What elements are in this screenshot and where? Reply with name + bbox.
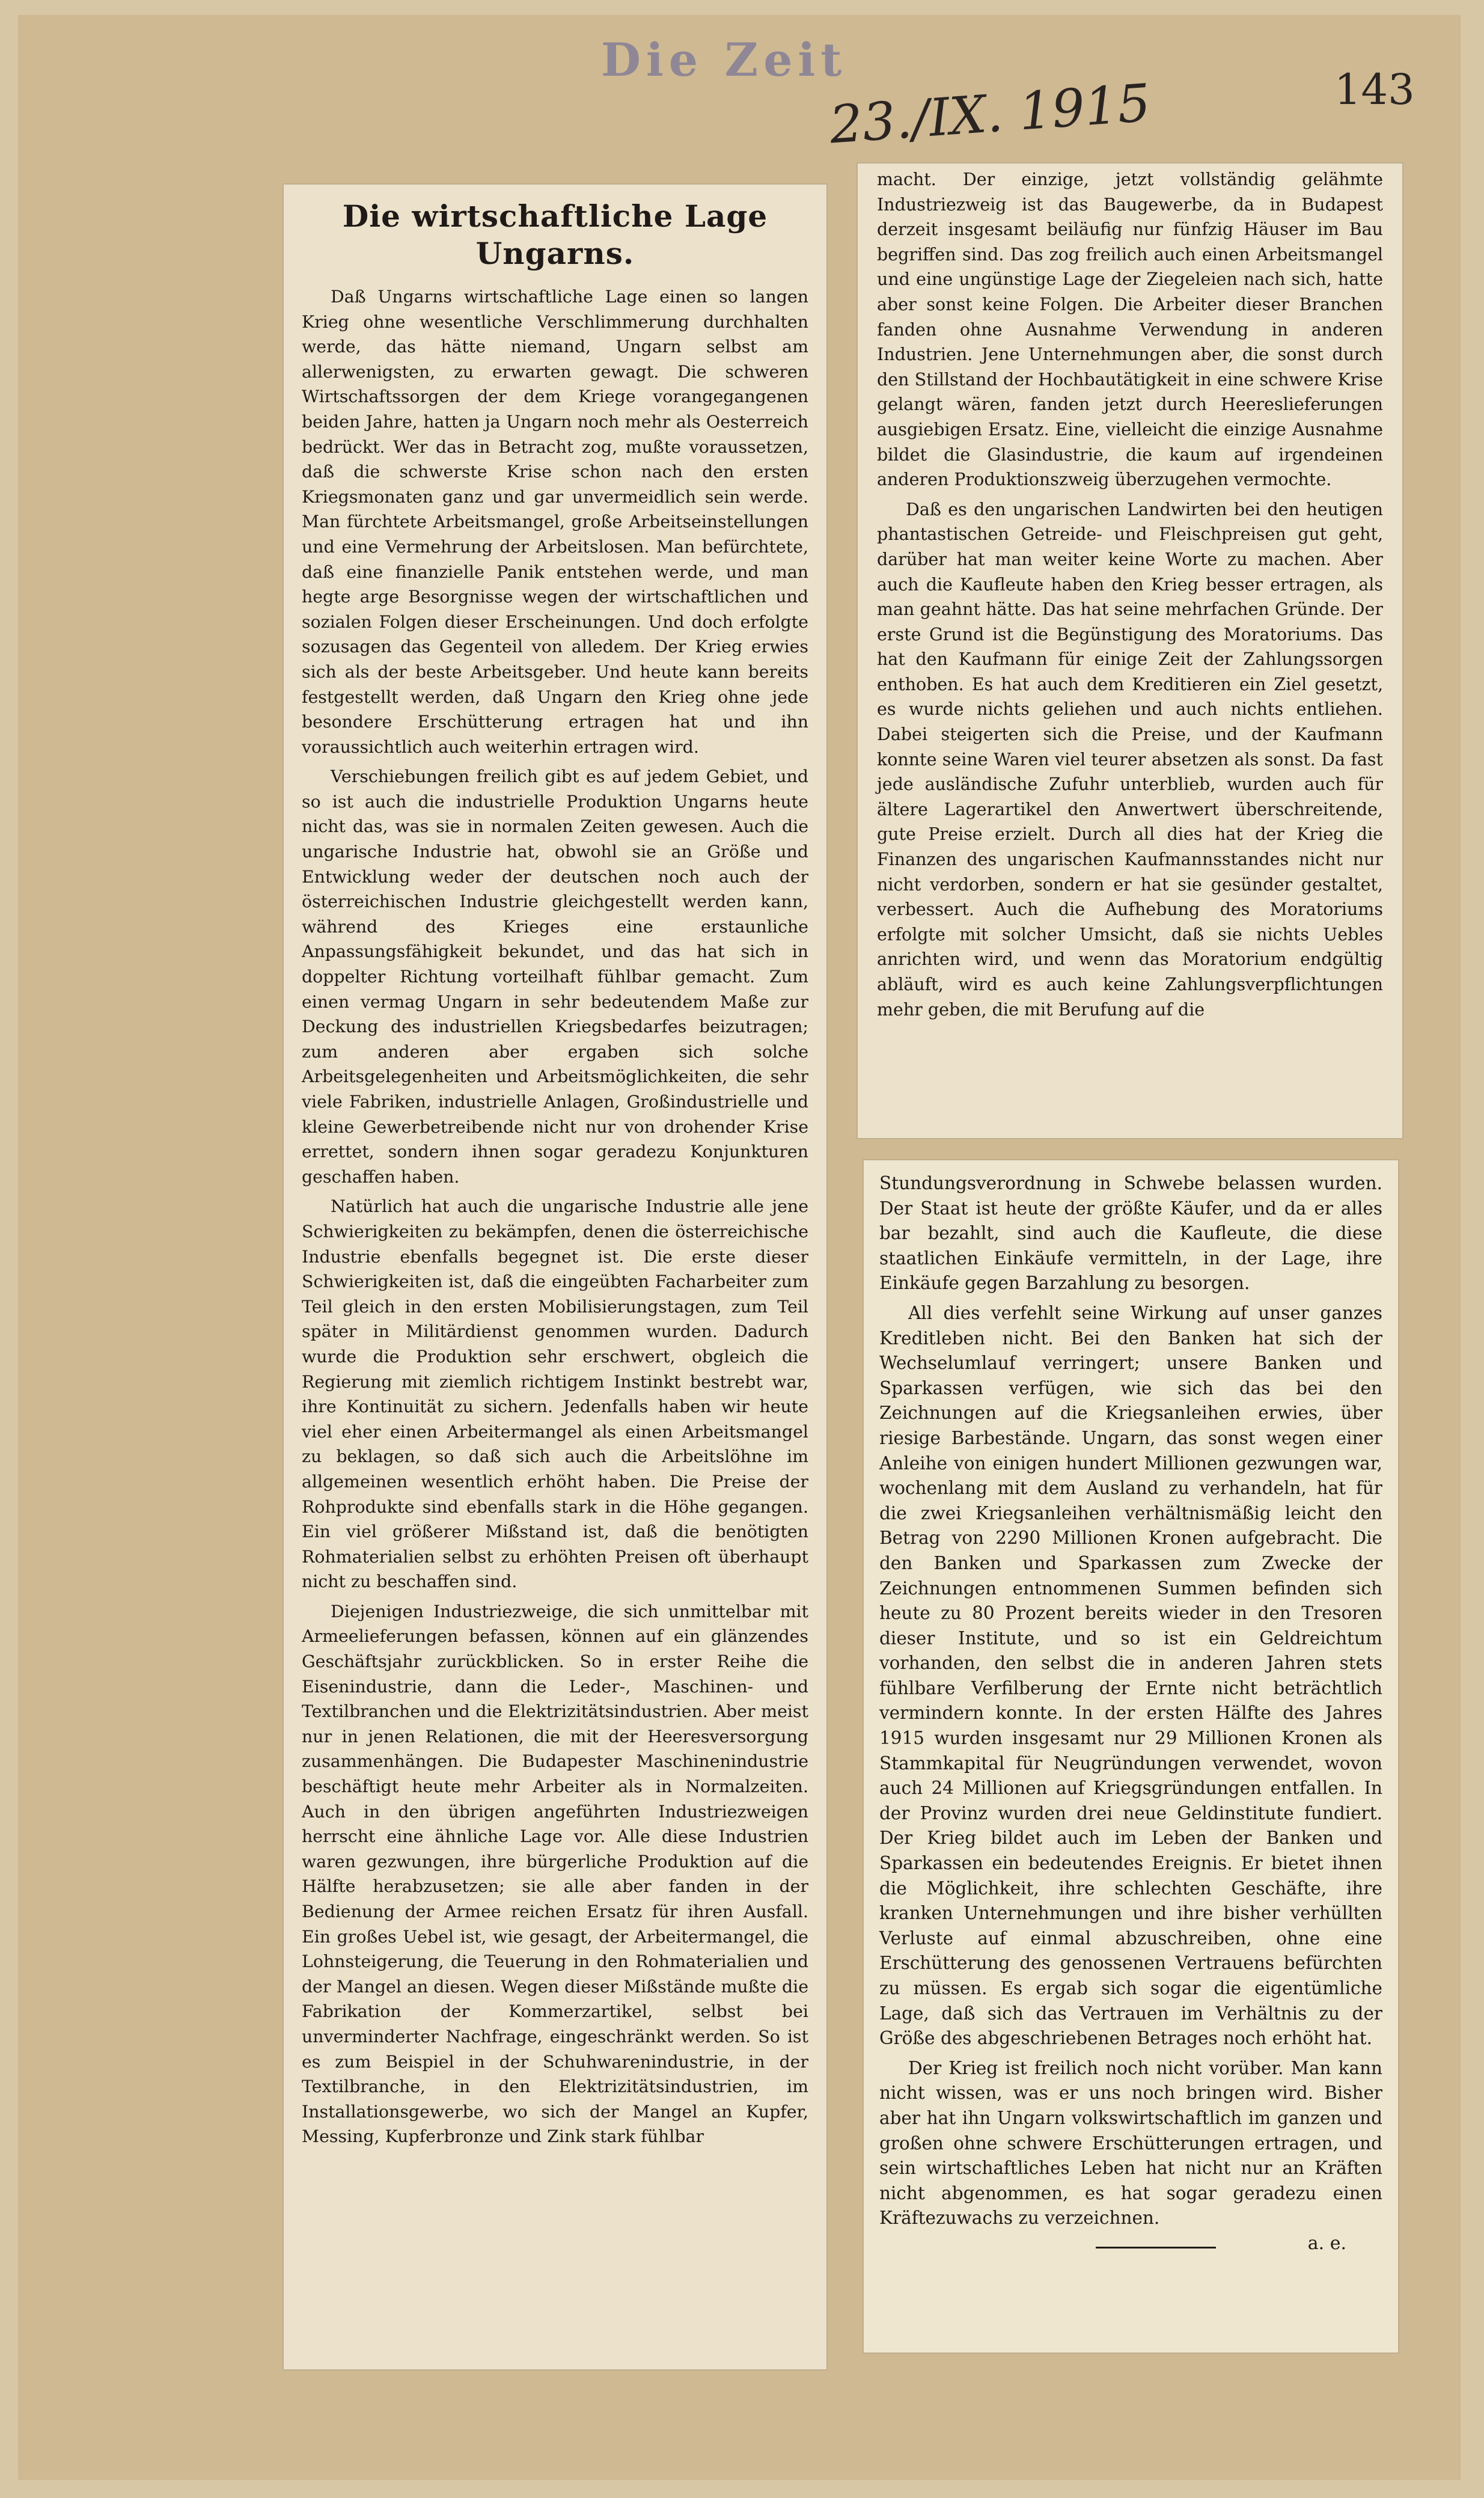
paragraph: All dies verfehlt seine Wirkung auf unser ganzes Kreditleben nicht. Bei den Banken hat sich der Wechselumlauf verringert; unsere Banken und Sparkassen verfügen, wie sich das bei den Zeichnungen auf die Kriegsanleihen erwies, über riesige Barbestände. Ungarn, das sonst wegen einer Anleihe von einigen hundert Millionen gezwungen war, wochenlang mit dem Ausland zu verhandeln, hat für die zwei Kriegsanleihen verhältnismäßig leicht den Betrag von 2290 Millionen Kronen aufgebracht. Die den Banken und Sparkassen zum Zwecke der Zeichnungen entnommenen Summen befinden sich heute zu 80 Prozent bereits wieder in den Tresoren dieser Institute, und so ist ein Geldreichtum vorhanden, den selbst die in anderen Jahren stets fühlbare Verfilberung der Ernte nicht beträchtlich vermindern konnte. In der ersten Hälfte des Jahres 1915 wurden insgesamt nur 29 Millionen Kronen als Stammkapital für Neugründungen verwendet, wovon auch 24 Millionen auf Kriegsgründungen entfallen. In der Provinz wurden drei neue Geldinstitute fundiert. Der Krieg bildet auch im Leben der Banken und Sparkassen ein bedeutendes Ereignis. Er bietet ihnen die Möglichkeit, ihre schlechten Geschäfte, ihre kranken Unternehmungen und ihre bisher verhüllten Verluste auf einmal abzuschreiben, ohne eine Erschütterung des genossenen Vertrauens befürchten zu müssen. Es ergab sich sogar die eigentümliche Lage, daß sich das Vertrauen im Verhältnis zu der Größe des abgeschriebenen Betrages noch erhöht hat. [879,1302,1382,2049]
paragraph: Diejenigen Industriezweige, die sich unmittelbar mit Armeelieferungen befassen, können auf ein glänzendes Geschäftsjahr zurückblicken. So in erster Reihe die Eisenindustrie, dann die Leder-, Maschinen- und Textilbranchen und die Elektrizitätsindustrien. Aber meist nur in jenen Relationen, die mit der Heeresversorgung zusammenhängen. Die Budapester Maschinenindustrie beschäftigt heute mehr Arbeiter als in Normalzeiten. Auch in den übrigen angeführten Industriezweigen herrscht eine ähnliche Lage vor. Alle diese Industrien waren gezwungen, ihre bürgerliche Produktion auf die Hälfte herabzusetzen; sie alle aber fanden in der Bedienung der Armee reichen Ersatz für ihren Ausfall. Ein großes Uebel ist, wie gesagt, der Arbeitermangel, die Lohnsteigerung, die Teuerung in den Rohmaterialien und der Mangel an diesen. Wegen dieser Mißstände mußte die Fabrikation der Kommerzartikel, selbst bei unverminderter Nachfrage, eingeschränkt werden. So ist es zum Beispiel in der Schuhwarenindustrie, in der Textilbranche, in den Elektrizitätsindustrien, im Installationsgewerbe, wo sich der Mangel an Kupfer, Messing, Kupferbronze und Zink stark fühlbar [302,1601,808,2147]
paragraph: Daß es den ungarischen Landwirten bei den heutigen phantastischen Getreide- und Fleischpreisen gut geht, darüber hat man weiter keine Worte zu machen. Aber auch die Kaufleute haben den Krieg besser ertragen, als man geahnt hätte. Das hat seine mehrfachen Gründe. Der erste Grund ist die Begünstigung des Moratoriums. Das hat den Kaufmann für einige Zeit der Zahlungssorgen enthoben. Es hat auch dem Kreditieren ein Ziel gesetzt, es wurde nichts geliehen und auch nichts entliehen. Dabei steigerten sich die Preise, und der Kaufmann konnte seine Waren viel teurer absetzen als sonst. Da fast jede ausländische Zufuhr unterblieb, wurden auch für ältere Lagerartikel den Anwertwert überschreitende, gute Preise erzielt. Durch all dies hat der Krieg die Finanzen des ungarischen Kaufmannsstandes nicht nur nicht verdorben, sondern er hat sie gesünder gestaltet, verbessert. Auch die Aufhebung des Moratoriums erfolgte mit solcher Umsicht, daß sie nichts Uebles anrichten wird, und wenn das Moratorium endgültig abläuft, wird es auch keine Zahlungsverpflichtungen mehr geben, die mit Berufung auf die [877,499,1383,1020]
paragraph: Natürlich hat auch die ungarische Industrie alle jene Schwierigkeiten zu bekämpfen, denen die österreichische Industrie ebenfalls begegnet ist. Die erste dieser Schwierigkeiten ist, daß die eingeübten Facharbeiter zum Teil gleich in den ersten Mobilisierungstagen, zum Teil später in Militärdienst genommen wurden. Dadurch wurde die Produktion sehr erschwert, obgleich die Regierung mit ziemlich richtigem Instinkt bestrebt war, ihre Kontinuität zu sichern. Jedenfalls haben wir heute viel eher einen Arbeitermangel als einen Arbeitsmangel zu beklagen, so daß sich auch die Arbeitslöhne im allgemeinen wesentlich erhöht haben. Die Preise der Rohprodukte sind ebenfalls stark in die Höhe gegangen. Ein viel größerer Mißstand ist, daß die benötigten Rohmaterialien selbst zu erhöhten Preisen oft überhaupt nicht zu beschaffen sind. [302,1196,808,1592]
paragraph: Verschiebungen freilich gibt es auf jedem Gebiet, und so ist auch die industrielle Produktion Ungarns heute nicht das, was sie in normalen Zeiten gewesen. Auch die ungarische Industrie hat, obwohl sie an Größe und Entwicklung weder der deutschen noch auch der österreichischen Industrie gleichgestellt werden kann, während des Krieges eine erstaunliche Anpassungsfähigkeit bekundet, und das hat sich in doppelter Richtung vorteilhaft fühlbar gemacht. Zum einen vermag Ungarn in sehr bedeutendem Maße zur Deckung des industriellen Kriegsbedarfes beizutragen; zum anderen aber ergaben sich solche Arbeitsgelegenheiten und Arbeitsmöglichkeiten, die sehr viele Fabriken, industrielle Anlagen, Großindustrielle und kleine Gewerbetreibende nicht nur von drohender Krise errettet, sondern ihnen sogar geradezu Konjunkturen geschaffen haben. [302,767,808,1187]
paragraph: Daß Ungarns wirtschaftliche Lage einen so langen Krieg ohne wesentliche Verschlimmerung durchhalten werde, das hätte niemand, Ungarn selbst am allerwenigsten, zu erwarten gewagt. Die schweren Wirtschaftssorgen der dem Kriege vorangegangenen beiden Jahre, hatten ja Ungarn noch mehr als Oesterreich bedrückt. Wer das in Betracht zog, mußte voraussetzen, daß die schwerste Krise schon nach den ersten Kriegsmonaten ganz und gar unvermeidlich sein werde. Man fürchtete Arbeitsmangel, große Arbeitseinstellungen und eine Vermehrung der Arbeitslosen. Man befürchtete, daß eine finanzielle Panik entstehen werde, und man hegte arge Besorgnisse wegen der wirtschaftlichen und sozialen Folgen dieser Erscheinungen. Und doch erfolgte sozusagen das Gegenteil von alledem. Der Krieg erwies sich als der beste Arbeitsgeber. Und heute kann bereits festgestellt werden, daß Ungarn den Krieg ohne jede besondere Erschütterung ertragen hat und ihn voraussichtlich auch weiterhin ertragen wird. [302,287,808,757]
paragraph: macht. Der einzige, jetzt vollständig gelähmte Industriezweig ist das Baugewerbe, da in Budapest derzeit insgesamt beiläufig nur fünfzig Häuser im Bau begriffen sind. Das zog freilich auch einen Arbeitsmangel und eine ungünstige Lage der Ziegeleien nach sich, hatte aber sonst keine Folgen. Die Arbeiter dieser Branchen fanden ohne Ausnahme Verwendung in anderen Industrien. Jene Unternehmungen aber, die sonst durch den Stillstand der Hochbautätigkeit in eine schwere Krise gelangt wären, fanden jetzt durch Heereslieferungen ausgiebigen Ersatz. Eine, vielleicht die einzige Ausnahme bildet die Glasindustrie, die kaum auf irgendeinen anderen Produktionszweig überzugehen vermochte. [877,170,1383,490]
page-number: 143 [1334,65,1415,114]
handwritten-date: 23./IX. 1915 [828,73,1153,156]
signature-row [879,2231,1382,2258]
clipping-column-2-top [857,162,1403,1139]
paragraph: Der Krieg ist freilich noch nicht vorüber. Man kann nicht wissen, was er uns noch bringen wird. Bisher aber hat ihn Ungarn volkswirtschaftlich im ganzen und großen ohne schwere Erschütterungen ertragen, und sein wirtschaftliches Leben hat nicht nur an Kräften nicht abgenommen, es hat sogar geradezu einen Kräftezuwachs zu verzeichnen. [879,2057,1382,2229]
clipping-column-2-bottom [863,1159,1399,2354]
paragraph: Stundungsverordnung in Schwebe belassen wurden. Der Staat ist heute der größte Käufer, und da er alles bar bezahlt, sind auch die Kaufleute, die diese staatlichen Einkäufe vermitteln, in der Lage, ihre Einkäufe gegen Barzahlung zu besorgen. [879,1173,1382,1294]
closing-rule [1096,2247,1216,2249]
clipping-column-1 [282,183,828,2371]
author-signature: a. e. [1307,2232,1346,2254]
masthead-stamp: Die Zeit [601,33,847,87]
article-title: Die wirtschaftliche Lage Ungarns. [342,198,768,271]
